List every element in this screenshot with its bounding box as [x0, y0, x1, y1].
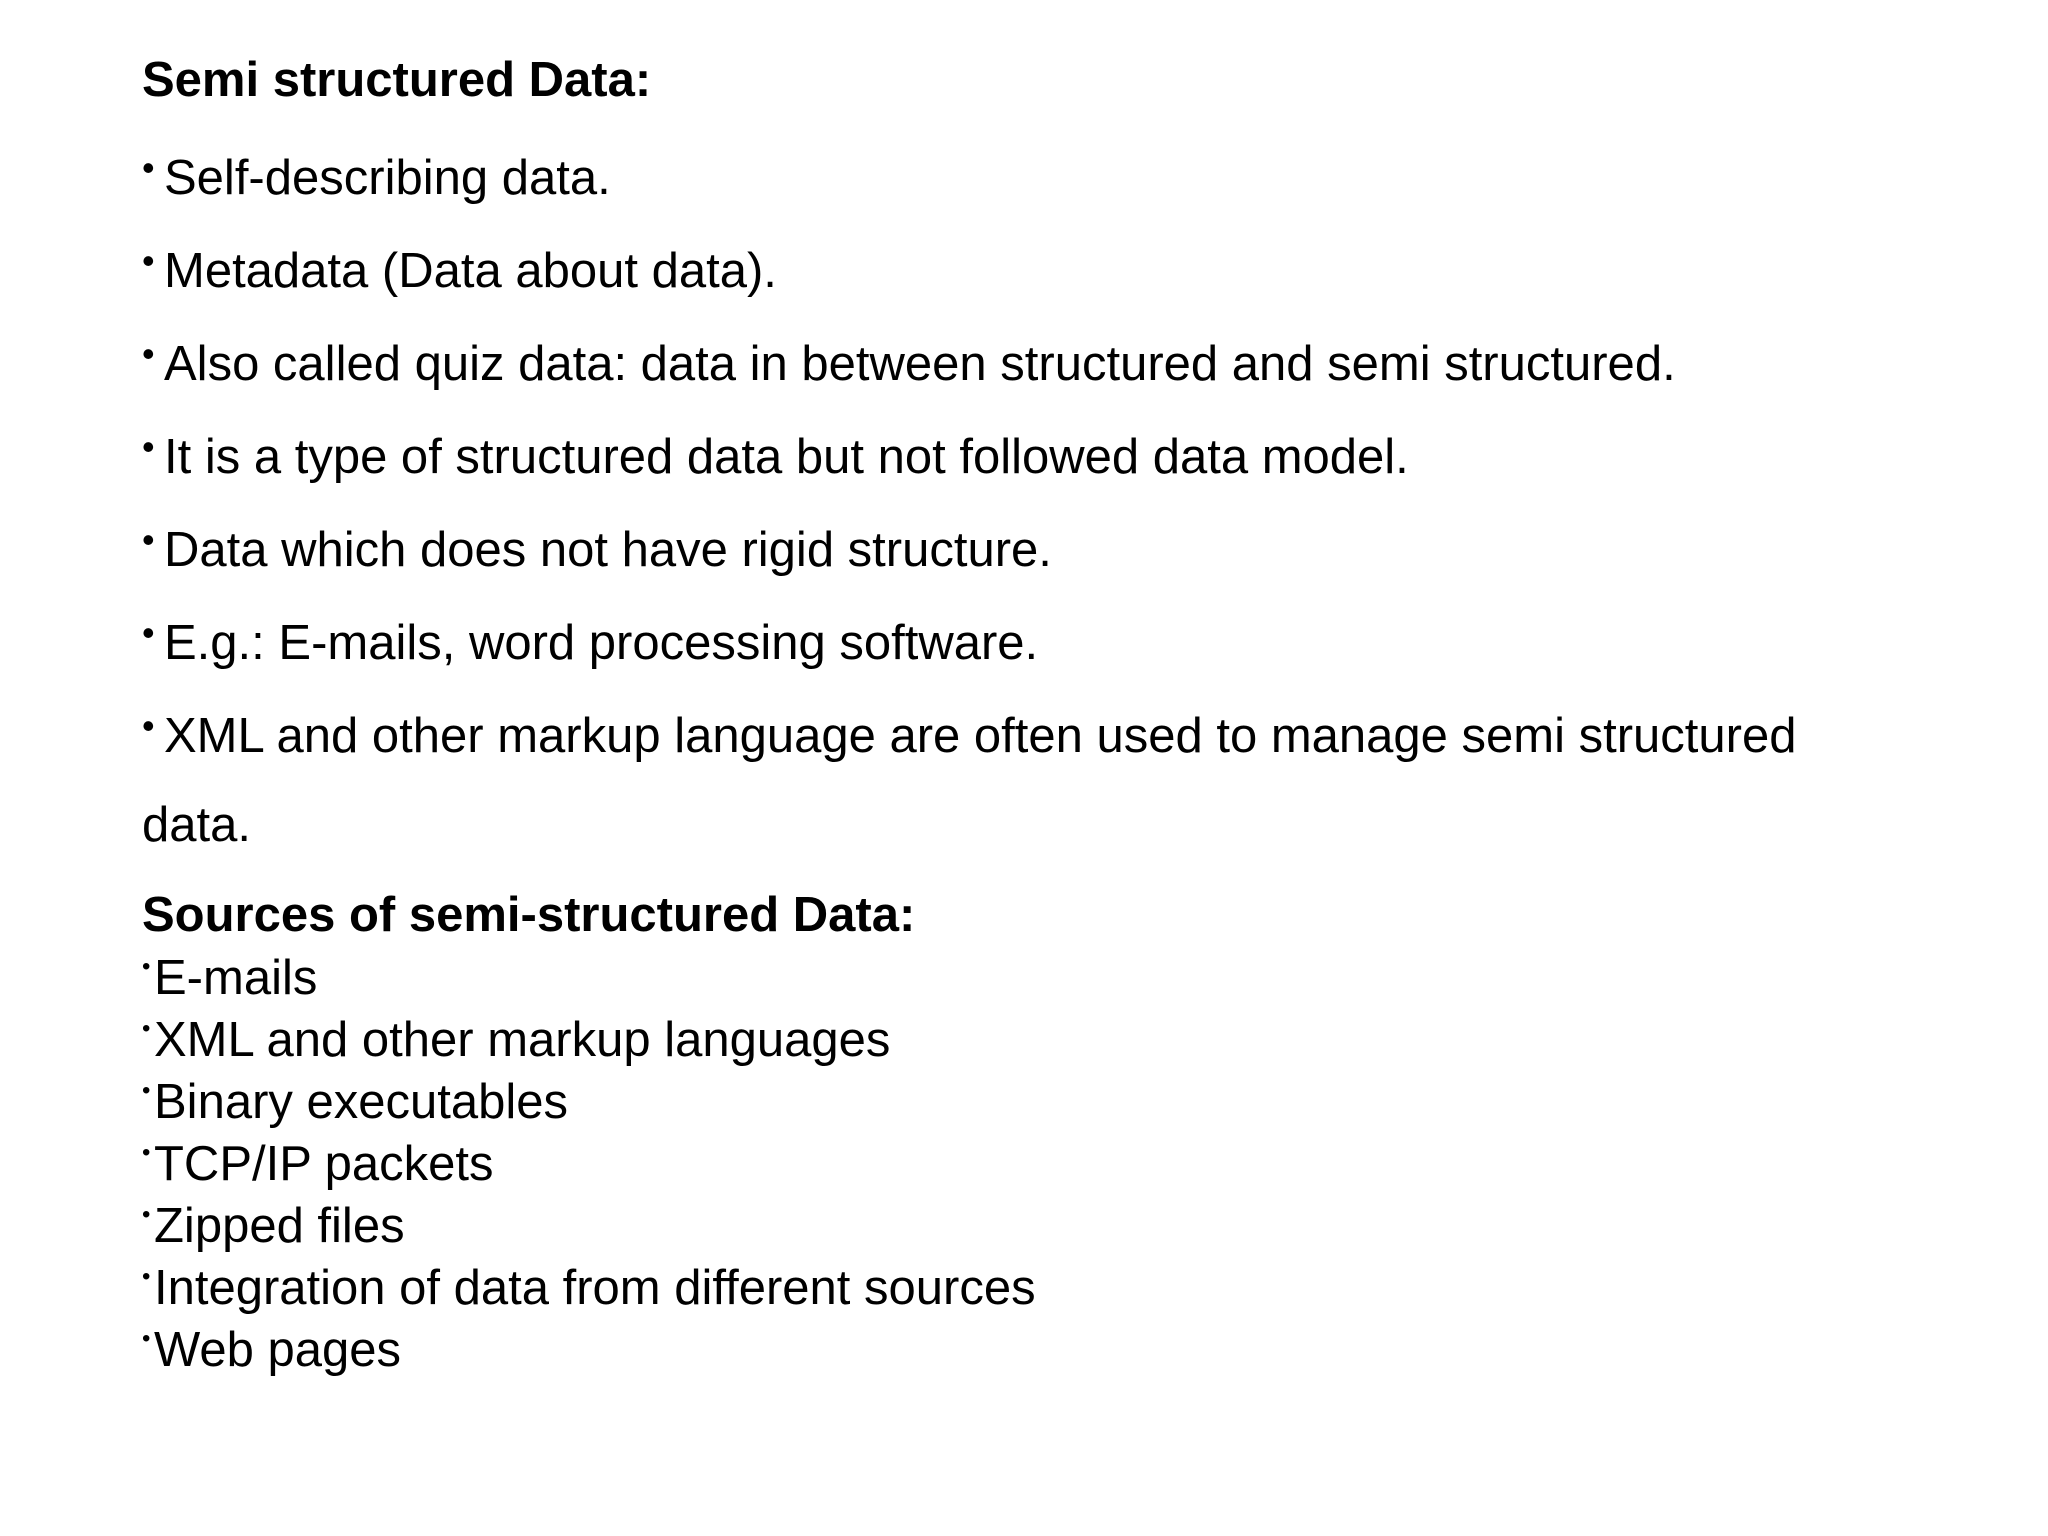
list-item-text: Web pages: [154, 1323, 401, 1377]
list-item: [142, 147, 611, 205]
list-item-text: XML and other markup languages: [154, 1013, 891, 1067]
list-item-text: Also called quiz data: data in between structured and semi structured.: [164, 337, 1676, 391]
list-item: [142, 612, 1039, 670]
list-item: [142, 951, 318, 1005]
bullet-icon: •: [142, 1263, 151, 1290]
list-item: [142, 426, 1409, 484]
list-item: [142, 1199, 405, 1253]
list-item-text: Integration of data from different sources: [154, 1261, 1036, 1315]
list-item: [142, 1013, 891, 1067]
bullet-icon: •: [142, 1077, 151, 1104]
list-item: [142, 333, 1676, 391]
bullet-icon: •: [142, 612, 155, 653]
list-item: [142, 519, 1052, 577]
list-item-text: E-mails: [154, 951, 318, 1005]
list-item-text: Binary executables: [154, 1075, 569, 1129]
list-item-text: E.g.: E-mails, word processing software.: [164, 616, 1039, 670]
list-item-continuation: data.: [142, 798, 251, 852]
bullet-icon: •: [142, 240, 155, 281]
list-item-text: Data which does not have rigid structure.: [164, 523, 1052, 577]
list-item-text: XML and other markup language are often used to manage semi structured: [164, 709, 1797, 763]
heading-semi-structured-data: Semi structured Data:: [142, 53, 652, 107]
bullet-icon: •: [142, 1325, 151, 1352]
bullet-icon: •: [142, 953, 151, 980]
list-item-text: TCP/IP packets: [154, 1137, 494, 1191]
list-item: [142, 705, 1797, 763]
list-item-text: It is a type of structured data but not followed data model.: [164, 430, 1409, 484]
list-item: [142, 1323, 401, 1377]
bullet-icon: •: [142, 519, 155, 560]
list-item: [142, 1075, 569, 1129]
list-item-text: Zipped files: [154, 1199, 405, 1253]
bullet-icon: •: [142, 426, 155, 467]
bullet-icon: •: [142, 147, 155, 188]
list-item: [142, 240, 777, 298]
bullet-icon: •: [142, 1015, 151, 1042]
bullet-icon: •: [142, 705, 155, 746]
list-item: [142, 1137, 494, 1191]
list-item-text: Metadata (Data about data).: [164, 244, 777, 298]
bullet-icon: •: [142, 1201, 151, 1228]
bullet-icon: •: [142, 1139, 151, 1166]
list-item: [142, 1261, 1036, 1315]
heading-sources-of-semi-structured-data: Sources of semi-structured Data:: [142, 888, 916, 942]
list-item-text: Self-describing data.: [164, 151, 611, 205]
bullet-icon: •: [142, 333, 155, 374]
